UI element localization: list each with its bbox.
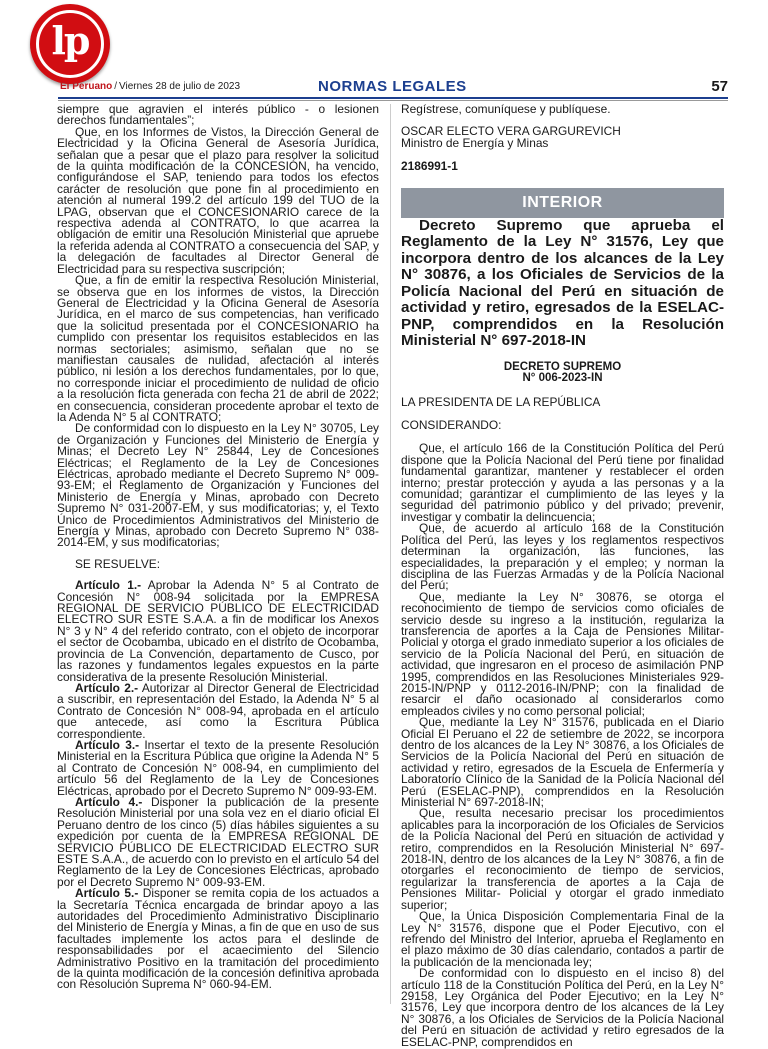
article-text: Aprobar la Adenda N° 5 al Contrato de Concesión N° 008-94 solicitada por la EMPRESA REGIONAL DE SERVICIO PÚBLICO DE ELECTRICIDAD ELECTRO SUR ESTE S.A.A. a fin de modificar los Anexos N° 3 y N° 4 del referido contrato, con el objeto de incorporar el sector de Ocobamba, ubicado en el distrito de Ocobamba, provincia de La Convención, departamento de Cusco, por las razones y fundamentos legales expuestos en la parte considerativa de la presente Resolución Ministerial.	[57, 578, 379, 684]
article-text: Disponer se remita copia de los actuados a la Secretaría Técnica encargada de brindar apoyo a las autoridades del Procedimiento Administrativo Disciplinario del Ministerio de Energía y Minas, a fin de que en uso de sus facultades implemente los actos para el deslinde de responsabilidades por el acaecimiento del Silencio Administrativo Positivo en la tramitación del procedimiento de la quinta modificación de la concesión definitiva aprobada con Resolución Suprema N° 060-94-EM.	[57, 886, 379, 992]
paragraph: Que, a fin de emitir la respectiva Resolución Ministerial, se observa que en los informes de vistos, la Dirección General de Electricidad y la Oficina General de Asesoría Jurídica, en el marco de sus competencias, han verificado que la solicitud presentada por el CONCESIONARIO ha cumplido con presentar los requisitos establecidos en las normas sectoriales; asimismo, señalan que no se manifiestan causales de nulidad, afectación al interés público, ni lesión a los derechos fundamentales, por lo que, no corresponde iniciar el procedimiento de nulidad de oficio a la resolución ficta generada con fecha 21 de abril de 2022; en consecuencia, consideran procedente aprobar el texto de la Adenda N° 5 al CONTRATO;	[57, 273, 379, 424]
section-banner-interior: INTERIOR	[401, 188, 724, 218]
article-label: Artículo 5.-	[75, 886, 139, 901]
paragraph: Que, de acuerdo al artículo 168 de la Constitución Política del Perú, las leyes y los reglamentos respectivos determinan la organización, las funciones, las especialidades, la preparación y el empleo; y norman la disciplina de las Fuerzas Armadas y de la Policía Nacional del Perú;	[401, 521, 724, 593]
closing-text: Regístrese, comuníquese y publíquese.	[401, 102, 611, 116]
article-4	[57, 794, 379, 889]
article-text: Autorizar al Director General de Electricidad a suscribir, en representación del Estado, la Adenda N° 5 al Contrato de Concesión N° 008-94, aprobada en el artículo que antecede, así como la Escritura Pública correspondiente.	[57, 680, 379, 741]
paragraph: Que, la Única Disposición Complementaria Final de la Ley N° 31576, dispone que el Poder Ejecutivo, con el refrendo del Ministro del Interior, aprueba el Reglamento en el plazo máximo de 30 días calendario, contados a partir de la publicación de la mencionada ley;	[401, 909, 724, 969]
decree-label: DECRETO SUPREMO	[503, 360, 622, 373]
decree-heading	[401, 362, 724, 385]
article-label: Artículo 4.-	[75, 794, 143, 809]
publication-name: El Peruano	[60, 81, 113, 92]
left-column	[57, 104, 379, 991]
article-1	[57, 580, 379, 683]
logo-text: lp	[51, 18, 89, 63]
article-text: Insertar el texto de la presente Resolución Ministerial en la Escritura Pública que origine la Adenda N° 5 al Contrato de Concesión N° 008-94, en cumplimiento del artículo 56 del Reglamento de la Ley de Concesiones Eléctricas, aprobado por el Decreto Supremo N° 009-93-EM.	[57, 737, 379, 798]
article-label: Artículo 1.-	[75, 578, 142, 593]
page-number: 57	[711, 78, 728, 95]
paragraph: Que, resulta necesario precisar los procedimientos aplicables para la incorporación de los Oficiales de Servicios de la Policía Nacional del Perú en situación de actividad y retiro, comprendidos en la Resolución Ministerial N° 697-2018-IN, dentro de los alcances de la Ley N° 30876, a fin de otorgarles el reconocimiento de tiempo de servicios, regularizar la transferencia de aportes a la Caja de Pensiones Militar- Policial y otorgar el grado inmediato superior;	[401, 806, 724, 912]
article-2	[57, 680, 379, 741]
president-heading: LA PRESIDENTA DE LA REPÚBLICA	[401, 394, 601, 409]
paragraph: siempre que agravien el interés público - o lesionen derechos fundamentales”;	[57, 102, 379, 128]
article-5	[57, 888, 379, 991]
header-rule	[58, 97, 728, 99]
el-peruano-logo	[30, 4, 110, 84]
article-label: Artículo 2.-	[75, 680, 139, 695]
document-code: 2186991-1	[401, 159, 458, 174]
article-3	[57, 737, 379, 798]
considerando-heading: CONSIDERANDO:	[401, 418, 502, 433]
article-text: Disponer la publicación de la presente Resolución Ministerial por una sola vez en el diario oficial El Peruano dentro de los cinco (5) días hábiles siguientes a su expedición por cuenta de la EMPRESA REGIONAL DE SERVICIO PÚBLICO DE ELECTRICIDAD ELECTRO SUR ESTE S.A.A., de acuerdo con lo previsto en el artículo 54 del Reglamento de la Ley de Concesiones Eléctricas, aprobado por el Decreto Supremo N° 009-93-EM.	[57, 794, 379, 889]
section-title: NORMAS LEGALES	[318, 78, 467, 95]
article-label: Artículo 3.-	[75, 737, 140, 752]
se-resuelve: SE RESUELVE:	[75, 556, 161, 571]
column-divider	[390, 104, 391, 1004]
decree-number: N° 006-2023-IN	[522, 372, 603, 385]
paragraph: Que, en los Informes de Vistos, la Dirección General de Electricidad y la Oficina General de Asesoría Jurídica, señalan que a pesar que el plazo para resolver la solicitud de la quinta modificación de la CONCESIÓN, ha vencido, configurándose el SAP, teniendo para todos los efectos carácter de resolución que pone fin al procedimiento en atención al numeral 199.2 del artículo 199 del TUO de la LPAG, observan que el CONCESIONARIO carece de la respectiva adenda al CONTRATO, lo que acarrea la obligación de emitir una Resolución Ministerial que apruebe la referida adenda al CONTRATO a consecuencia del SAP, y la delegación de facultades al Director General de Electricidad para su respectiva suscripción;	[57, 124, 379, 276]
paragraph: De conformidad con lo dispuesto en el inciso 8) del artículo 118 de la Constitución Política del Perú, en la Ley N° 29158, Ley Orgánica del Poder Ejecutivo; en la Ley N° 31576, Ley que incorpora dentro de los alcances de la Ley N° 30876, a los Oficiales de Servicios de la Policía Nacional del Perú en situación de actividad y retiro egresados de la ESELAC-PNP, comprendidos en	[401, 966, 724, 1049]
paragraph: Que, mediante la Ley N° 30876, se otorga el reconocimiento de tiempo de servicios como oficiales de servicio desde su ingreso a la institución, regulariza la transferencia de aportes a la Caja de Pensiones Militar-Policial y otorga el grado inmediato superior a los oficiales de servicio de la Policía Nacional del Perú, en situación de actividad, que ingresaron en el proceso de asimilación PNP 1995, comprendidos en las Resoluciones Ministeriales 929-2015-IN/PNP y 0112-2016-IN/PNP; con la finalidad de resarcir el daño ocasionado al considerarlos como empleados civiles y no como personal policial;	[401, 589, 724, 718]
right-column	[401, 104, 724, 1048]
paragraph: De conformidad con lo dispuesto en la Ley N° 30705, Ley de Organización y Funciones del Ministerio de Energía y Minas; el Decreto Ley N° 25844, Ley de Concesiones Eléctricas; el Reglamento de la Ley de Concesiones Eléctricas, aprobado mediante el Decreto Supremo N° 009-93-EM; el Reglamento de Organización y Funciones del Ministerio de Energía y Minas, aprobado con Decreto Supremo N° 031-2007-EM, y sus modificatorias; y, el Texto Único de Procedimientos Administrativos del Ministerio de Energía y Minas, aprobado con Decreto Supremo N° 038-2014-EM, y sus modificatorias;	[57, 421, 379, 550]
publication-date: Viernes 28 de julio de 2023	[119, 81, 241, 92]
signature-block	[401, 104, 724, 173]
page-header	[60, 78, 728, 98]
signer-name: OSCAR ELECTO VERA GARGUREVICH	[401, 124, 621, 139]
header-rule-thin	[58, 100, 728, 101]
paragraph: Que, el artículo 166 de la Constitución Política del Perú dispone que la Policía Nacional del Perú tiene por finalidad fundamental garantizar, mantener y restablecer el orden interno; prestar protección y ayuda a las personas y a la comunidad; garantizar el cumplimiento de las leyes y la seguridad del patrimonio público y del privado; prevenir, investigar y combatir la delincuencia;	[401, 441, 724, 524]
signer-title: Ministro de Energía y Minas	[401, 135, 549, 150]
publication-line: El Peruano / Viernes 28 de julio de 2023	[60, 81, 241, 92]
paragraph: Que, mediante la Ley N° 31576, publicada en el Diario Oficial El Peruano el 22 de setiembre de 2022, se incorpora dentro de los alcances de la Ley N° 30876, a los Oficiales de Servicios de la Policía Nacional del Perú en situación de actividad y retiro, egresados de la Escuela de Enfermería y Laboratorio Clínico de la Sanidad de la Policía Nacional del Perú (ESELAC-PNP), comprendidos en la Resolución Ministerial N° 697-2018-IN;	[401, 715, 724, 810]
decree-title: Decreto Supremo que aprueba el Reglamento de la Ley N° 31576, Ley que incorpora dentro de los alcances de la Ley N° 30876, a los Oficiales de Servicios de la Policía Nacional del Perú en situación de actividad y retiro, egresados de la ESELAC-PNP, comprendidos en la Resolución Ministerial N° 697-2018-IN	[401, 216, 724, 350]
